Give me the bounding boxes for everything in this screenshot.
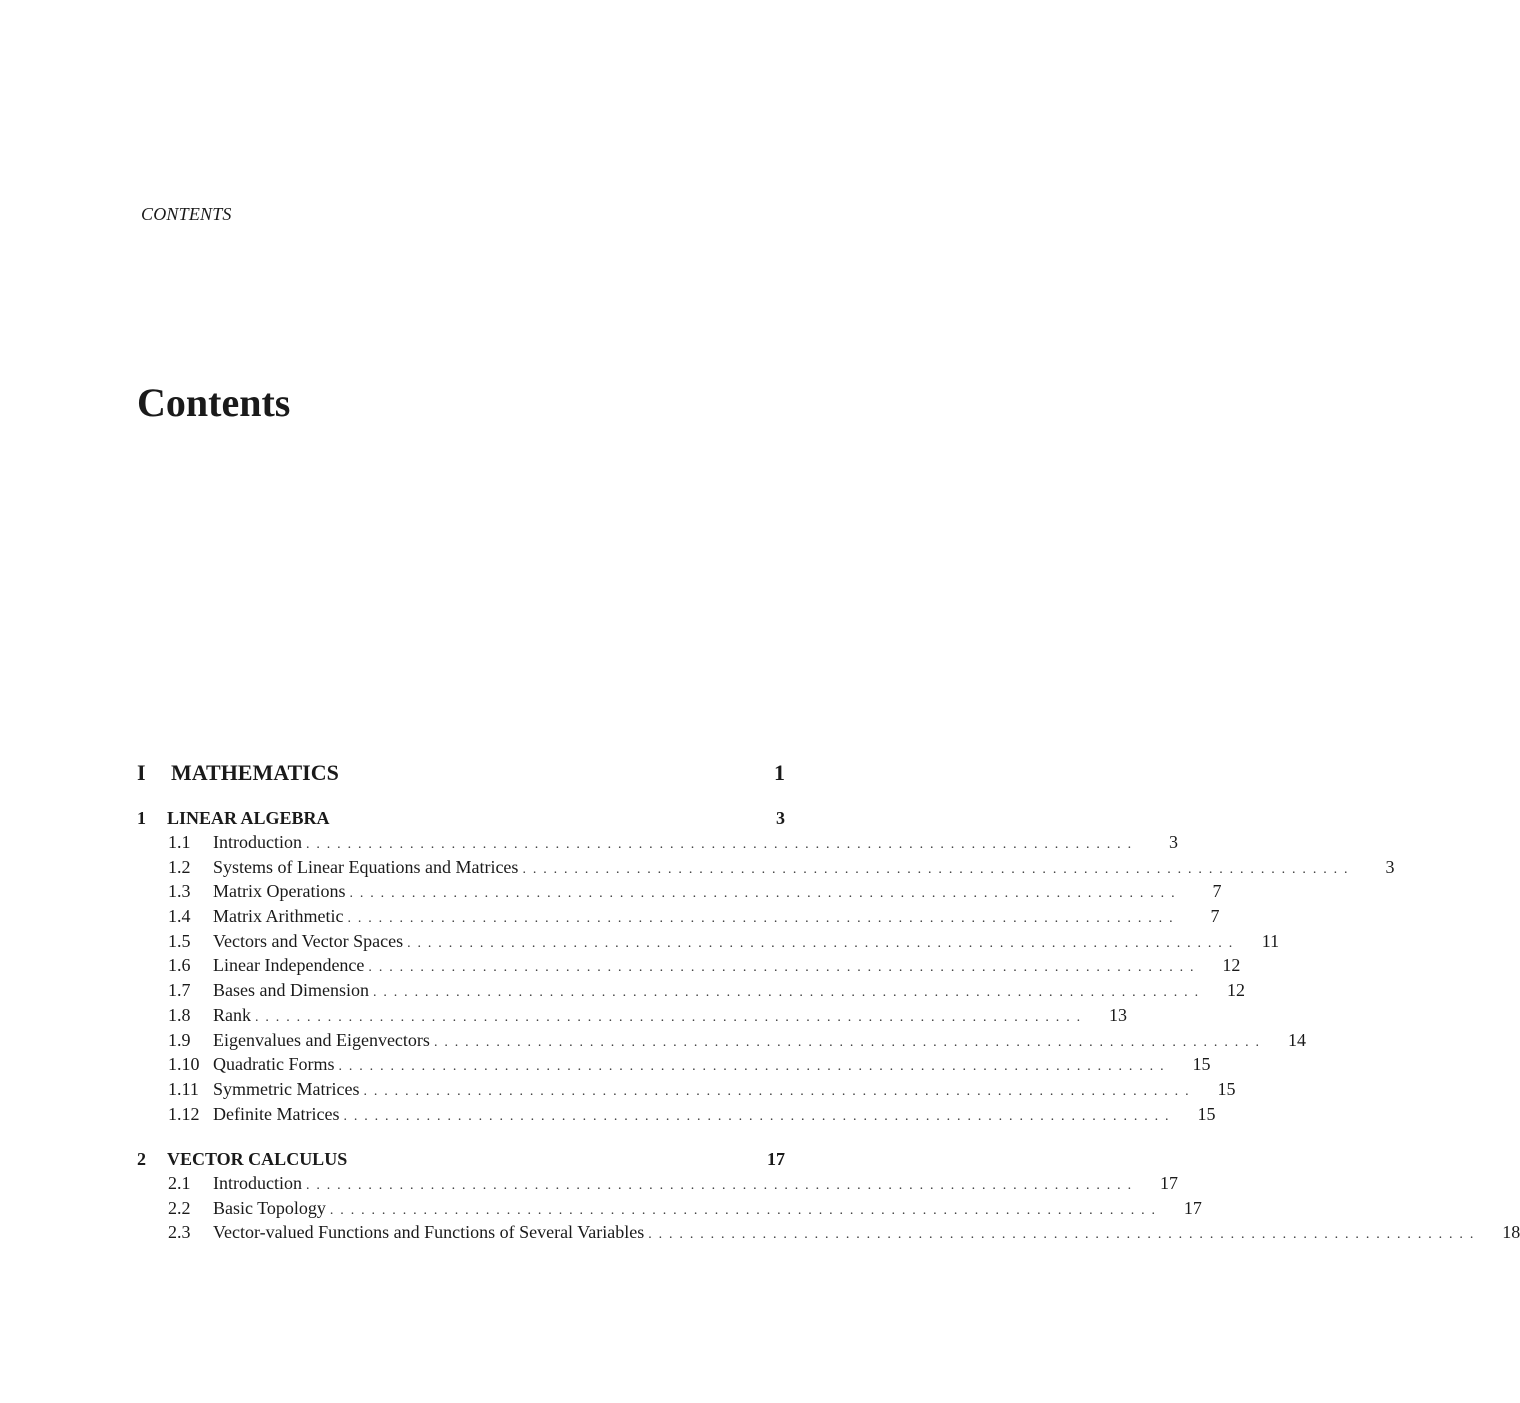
section-page-number: 7 <box>1212 881 1222 902</box>
toc-chapter-entry[interactable] <box>137 1149 785 1173</box>
toc-section-entry[interactable] <box>137 1222 1520 1247</box>
section-number: 1.12 <box>168 1103 200 1124</box>
dot-leader: ................................................................................ <box>305 1178 1138 1193</box>
section-number: 2.1 <box>168 1173 191 1193</box>
section-number: 2.2 <box>168 1197 191 1218</box>
dot-leader: ................................................................................ <box>648 1227 1481 1243</box>
chapter-page-number: 17 <box>767 1149 785 1169</box>
section-title: Rank <box>213 1004 251 1025</box>
dot-leader: ................................................................................ <box>363 1083 1196 1099</box>
section-page-number: 15 <box>1197 1103 1216 1124</box>
section-page-number: 7 <box>1210 906 1220 927</box>
dot-leader: ................................................................................ <box>368 960 1201 976</box>
section-number: 1.5 <box>168 930 191 951</box>
section-page-number: 15 <box>1192 1054 1211 1075</box>
dot-leader: ................................................................................ <box>522 861 1355 877</box>
section-number: 1.7 <box>168 980 191 1001</box>
dot-leader: ................................................................................ <box>329 1202 1162 1218</box>
dot-leader: ................................................................................ <box>372 985 1205 1001</box>
section-number: 1.8 <box>168 1004 191 1025</box>
dot-leader: ................................................................................ <box>338 1059 1171 1075</box>
toc-section-entry[interactable] <box>137 1103 1216 1129</box>
section-number: 1.10 <box>168 1054 200 1075</box>
toc-section-entry[interactable] <box>137 980 1245 1005</box>
section-page-number: 11 <box>1261 930 1280 951</box>
toc-part-entry[interactable] <box>137 760 785 788</box>
section-title: Linear Independence <box>213 955 365 976</box>
section-page-number: 15 <box>1217 1078 1236 1099</box>
section-number: 1.2 <box>168 856 191 877</box>
dot-leader: ................................................................................ <box>255 1009 1087 1025</box>
section-title: Basic Topology <box>213 1197 326 1218</box>
running-header: CONTENTS <box>141 204 232 224</box>
dot-leader: ................................................................................ <box>433 1034 1266 1050</box>
section-title: Vectors and Vector Spaces <box>213 930 404 951</box>
toc-section-entry[interactable] <box>137 1004 1127 1030</box>
section-number: 1.9 <box>168 1029 191 1050</box>
section-page-number: 12 <box>1226 980 1245 1001</box>
dot-leader: ................................................................................ <box>343 1108 1176 1124</box>
toc-section-entry[interactable] <box>137 1054 1211 1079</box>
section-number: 2.3 <box>168 1222 191 1243</box>
dot-leader: ................................................................................ <box>349 886 1182 902</box>
section-page-number: 3 <box>1385 856 1395 877</box>
toc-section-entry[interactable] <box>137 1173 1178 1198</box>
toc-section-entry[interactable] <box>137 856 1395 882</box>
section-page-number: 17 <box>1159 1173 1178 1193</box>
section-list <box>137 1173 1520 1247</box>
section-page-number: 3 <box>1168 832 1178 852</box>
section-title: Bases and Dimension <box>213 980 369 1001</box>
section-number: 1.6 <box>168 955 191 976</box>
toc-section-entry[interactable] <box>137 930 1280 956</box>
chapter-title: LINEAR ALGEBRA <box>167 808 330 828</box>
toc-section-entry[interactable] <box>137 1197 1202 1223</box>
section-number: 1.11 <box>168 1078 199 1099</box>
section-title: Symmetric Matrices <box>213 1078 360 1099</box>
part-page-number: 1 <box>774 760 785 785</box>
section-number: 1.3 <box>168 881 191 902</box>
section-page-number: 17 <box>1183 1197 1202 1218</box>
section-page-number: 13 <box>1109 1004 1127 1025</box>
part-number: I <box>137 760 146 785</box>
section-title: Quadratic Forms <box>213 1054 335 1075</box>
section-title: Systems of Linear Equations and Matrices <box>213 856 519 877</box>
chapter-number: 2 <box>137 1149 146 1169</box>
section-title: Eigenvalues and Eigenvectors <box>213 1029 430 1050</box>
toc-chapter-entry[interactable] <box>137 808 785 832</box>
toc-section-entry[interactable] <box>137 1029 1306 1055</box>
dot-leader: ................................................................................ <box>347 911 1180 927</box>
toc-section-entry[interactable] <box>137 832 1178 857</box>
dot-leader: ................................................................................ <box>305 837 1138 852</box>
section-list <box>137 832 1395 1128</box>
toc-chapter-1 <box>137 808 1395 1128</box>
chapter-title: VECTOR CALCULUS <box>167 1149 348 1169</box>
toc-section-entry[interactable] <box>137 955 1241 980</box>
section-title: Matrix Arithmetic <box>213 906 344 927</box>
toc-section-entry[interactable] <box>137 1078 1236 1104</box>
section-title: Introduction <box>213 1173 302 1193</box>
section-number: 1.4 <box>168 906 191 927</box>
section-title: Vector-valued Functions and Functions of Several Variables <box>213 1222 645 1243</box>
section-page-number: 18 <box>1502 1222 1520 1243</box>
toc-chapter-2 <box>137 1149 1520 1247</box>
page-title: Contents <box>137 380 291 425</box>
section-number: 1.1 <box>168 832 191 852</box>
chapter-page-number: 3 <box>776 808 785 828</box>
toc-section-entry[interactable] <box>137 881 1222 906</box>
toc-section-entry[interactable] <box>137 906 1220 931</box>
section-page-number: 12 <box>1222 955 1241 976</box>
section-title: Introduction <box>213 832 302 852</box>
section-title: Matrix Operations <box>213 881 346 902</box>
section-title: Definite Matrices <box>213 1103 340 1124</box>
section-page-number: 14 <box>1287 1029 1306 1050</box>
part-title: MATHEMATICS <box>171 760 339 785</box>
chapter-number: 1 <box>137 808 146 828</box>
dot-leader: ................................................................................ <box>407 935 1240 951</box>
